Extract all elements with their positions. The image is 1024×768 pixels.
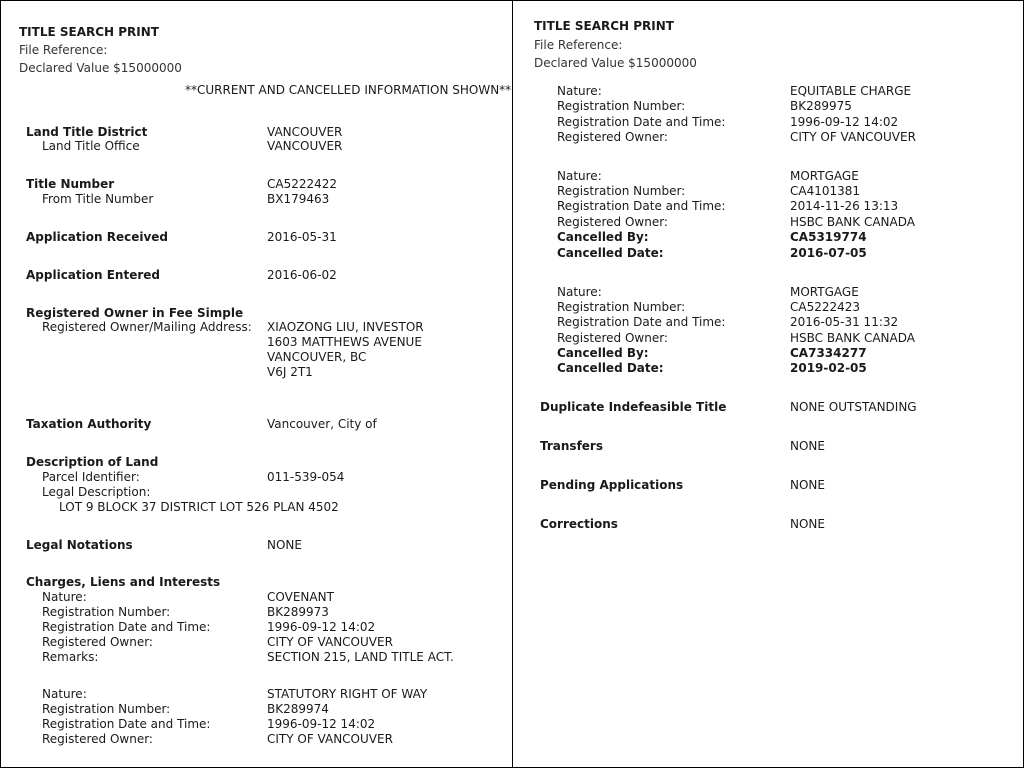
pending-applications-label: Pending Applications [540,478,684,492]
application-entered-value: 2016-06-02 [267,268,337,282]
charge-owner-label: Registered Owner: [42,732,153,746]
corrections-value: NONE [790,517,825,531]
charge-reg-date-label: Registration Date and Time: [557,115,726,129]
declared-value: Declared Value $15000000 [534,56,697,70]
charge-owner-value: CITY OF VANCOUVER [790,130,916,144]
charge-owner-label: Registered Owner: [557,215,668,229]
charges-heading: Charges, Liens and Interests [26,575,221,589]
charge-reg-number-value: CA4101381 [790,184,861,198]
charge-owner-label: Registered Owner: [557,130,668,144]
from-title-number-label: From Title Number [42,192,154,206]
transfers-value: NONE [790,439,825,453]
registered-owner-heading: Registered Owner in Fee Simple [26,306,244,320]
document-page-right [512,0,1024,768]
legal-description-label: Legal Description: [42,485,151,499]
charge-nature-label: Nature: [557,169,602,183]
charge-reg-number-value: BK289975 [790,99,852,113]
charge-reg-date-label: Registration Date and Time: [42,620,211,634]
document-title: TITLE SEARCH PRINT [19,25,159,39]
charge-owner-label: Registered Owner: [557,331,668,345]
description-of-land-heading: Description of Land [26,455,159,469]
cancelled-date-label: Cancelled Date: [557,246,664,260]
transfers-label: Transfers [540,439,603,453]
parcel-identifier-label: Parcel Identifier: [42,470,140,484]
charge-reg-date-value: 1996-09-12 14:02 [267,620,376,634]
charge-reg-number-value: BK289973 [267,605,329,619]
charge-reg-date-value: 1996-09-12 14:02 [267,717,376,731]
charge-reg-number-value: BK289974 [267,702,329,716]
charge-nature-label: Nature: [42,590,87,604]
file-reference: File Reference: [534,38,623,52]
land-title-district-label: Land Title District [26,125,148,139]
owner-address-line: V6J 2T1 [267,365,313,379]
charge-owner-value: HSBC BANK CANADA [790,331,915,345]
charge-reg-number-label: Registration Number: [557,184,686,198]
corrections-label: Corrections [540,517,618,531]
charge-reg-number-label: Registration Number: [557,300,686,314]
document-title: TITLE SEARCH PRINT [534,19,674,33]
cancelled-by-label: Cancelled By: [557,230,649,244]
owner-address-line: VANCOUVER, BC [267,350,367,364]
charge-nature-label: Nature: [42,687,87,701]
legal-description-value: LOT 9 BLOCK 37 DISTRICT LOT 526 PLAN 4502 [59,500,339,514]
application-received-value: 2016-05-31 [267,230,337,244]
land-title-office-label: Land Title Office [42,139,140,153]
charge-nature-value: MORTGAGE [790,285,859,299]
charge-nature-value: COVENANT [267,590,334,604]
charge-nature-value: STATUTORY RIGHT OF WAY [267,687,428,701]
charge-reg-number-label: Registration Number: [42,702,171,716]
charge-reg-number-label: Registration Number: [557,99,686,113]
cancelled-by-value: CA7334277 [790,346,867,360]
charge-remarks-label: Remarks: [42,650,99,664]
owner-address-line: 1603 MATTHEWS AVENUE [267,335,422,349]
charge-nature-value: MORTGAGE [790,169,859,183]
pending-applications-value: NONE [790,478,825,492]
cancelled-date-label: Cancelled Date: [557,361,664,375]
taxation-authority-value: Vancouver, City of [267,417,377,431]
charge-nature-label: Nature: [557,285,602,299]
title-number-label: Title Number [26,177,115,191]
charge-owner-label: Registered Owner: [42,635,153,649]
legal-notations-value: NONE [267,538,302,552]
charge-remarks-value: SECTION 215, LAND TITLE ACT. [267,650,454,664]
application-received-label: Application Received [26,230,169,244]
duplicate-title-value: NONE OUTSTANDING [790,400,917,414]
charge-nature-label: Nature: [557,84,602,98]
parcel-identifier-value: 011-539-054 [267,470,345,484]
declared-value: Declared Value $15000000 [19,61,182,75]
charge-nature-value: EQUITABLE CHARGE [790,84,912,98]
application-entered-label: Application Entered [26,268,160,282]
cancelled-date-value: 2016-07-05 [790,246,867,260]
charge-owner-value: HSBC BANK CANADA [790,215,915,229]
title-number-value: CA5222422 [267,177,338,191]
land-title-office-value: VANCOUVER [267,139,343,153]
cancelled-by-value: CA5319774 [790,230,867,244]
charge-reg-date-label: Registration Date and Time: [557,315,726,329]
charge-reg-number-value: CA5222423 [790,300,861,314]
charge-reg-date-label: Registration Date and Time: [557,199,726,213]
charge-reg-date-value: 2016-05-31 11:32 [790,315,899,329]
charge-reg-date-label: Registration Date and Time: [42,717,211,731]
file-reference: File Reference: [19,43,108,57]
cancelled-by-label: Cancelled By: [557,346,649,360]
cancelled-date-value: 2019-02-05 [790,361,867,375]
owner-address-line: XIAOZONG LIU, INVESTOR [267,320,424,334]
info-notice: **CURRENT AND CANCELLED INFORMATION SHOWN** [185,83,512,97]
registered-owner-label: Registered Owner/Mailing Address: [42,320,252,334]
legal-notations-label: Legal Notations [26,538,133,552]
duplicate-title-label: Duplicate Indefeasible Title [540,400,727,414]
taxation-authority-label: Taxation Authority [26,417,152,431]
charge-reg-date-value: 1996-09-12 14:02 [790,115,899,129]
land-title-district-value: VANCOUVER [267,125,343,139]
charge-owner-value: CITY OF VANCOUVER [267,635,393,649]
charge-reg-date-value: 2014-11-26 13:13 [790,199,899,213]
charge-reg-number-label: Registration Number: [42,605,171,619]
from-title-number-value: BX179463 [267,192,330,206]
charge-owner-value: CITY OF VANCOUVER [267,732,393,746]
